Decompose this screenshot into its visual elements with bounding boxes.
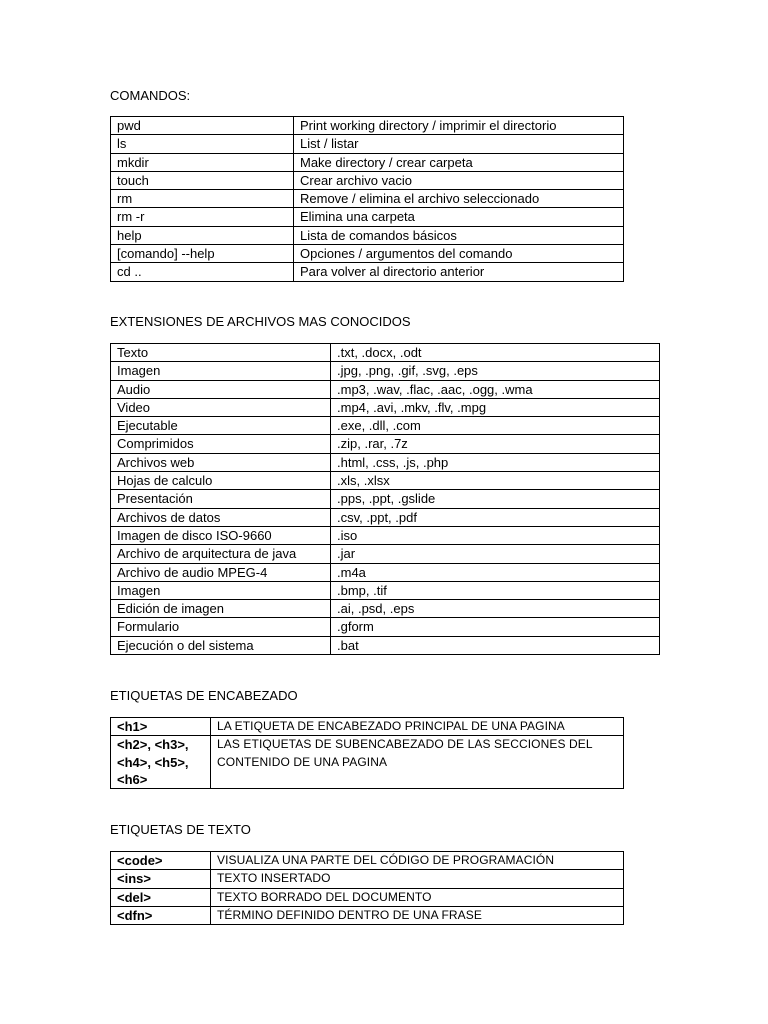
- description-cell: TEXTO BORRADO DEL DOCUMENTO: [211, 888, 624, 906]
- table-row: [111, 153, 624, 171]
- command-cell: mkdir: [111, 153, 294, 171]
- table-row: [111, 490, 660, 508]
- extension-cell: .pps, .ppt, .gslide: [331, 490, 660, 508]
- tag-cell: <code>: [111, 852, 211, 870]
- file-type-cell: Ejecución o del sistema: [111, 636, 331, 654]
- command-cell: ls: [111, 135, 294, 153]
- extension-cell: .m4a: [331, 563, 660, 581]
- command-cell: help: [111, 226, 294, 244]
- file-type-cell: Texto: [111, 344, 331, 362]
- tag-cell: <dfn>: [111, 906, 211, 924]
- extension-cell: .jpg, .png, .gif, .svg, .eps: [331, 362, 660, 380]
- table-row: [111, 245, 624, 263]
- text-tags-table: [110, 851, 624, 925]
- file-type-cell: Comprimidos: [111, 435, 331, 453]
- description-cell: Lista de comandos básicos: [294, 226, 624, 244]
- description-cell: Para volver al directorio anterior: [294, 263, 624, 281]
- table-row: [111, 362, 660, 380]
- extension-cell: .txt, .docx, .odt: [331, 344, 660, 362]
- command-cell: rm: [111, 190, 294, 208]
- description-cell: Elimina una carpeta: [294, 208, 624, 226]
- file-type-cell: Edición de imagen: [111, 600, 331, 618]
- table-row: [111, 600, 660, 618]
- description-cell: TEXTO INSERTADO: [211, 870, 624, 888]
- extension-cell: .csv, .ppt, .pdf: [331, 508, 660, 526]
- text-tags-title: ETIQUETAS DE TEXTO: [110, 822, 251, 837]
- description-cell: Opciones / argumentos del comando: [294, 245, 624, 263]
- command-cell: touch: [111, 171, 294, 189]
- table-row: [111, 718, 624, 736]
- heading-tags-title: ETIQUETAS DE ENCABEZADO: [110, 688, 298, 703]
- command-cell: rm -r: [111, 208, 294, 226]
- tag-cell: <del>: [111, 888, 211, 906]
- table-row: [111, 380, 660, 398]
- table-row: [111, 190, 624, 208]
- description-cell: VISUALIZA UNA PARTE DEL CÓDIGO DE PROGRAMACIÓN: [211, 852, 624, 870]
- extension-cell: .iso: [331, 526, 660, 544]
- table-row: [111, 453, 660, 471]
- description-cell: List / listar: [294, 135, 624, 153]
- tag-cell: <h2>, <h3>, <h4>, <h5>, <h6>: [111, 736, 211, 789]
- description-cell: Remove / elimina el archivo seleccionado: [294, 190, 624, 208]
- file-type-cell: Archivo de arquitectura de java: [111, 545, 331, 563]
- description-cell: LA ETIQUETA DE ENCABEZADO PRINCIPAL DE UNA PAGINA: [211, 718, 624, 736]
- table-row: [111, 618, 660, 636]
- command-cell: cd ..: [111, 263, 294, 281]
- text-tags-table-body: [111, 852, 624, 925]
- file-type-cell: Formulario: [111, 618, 331, 636]
- table-row: [111, 508, 660, 526]
- table-row: [111, 117, 624, 135]
- table-row: [111, 870, 624, 888]
- table-row: [111, 208, 624, 226]
- extension-cell: .gform: [331, 618, 660, 636]
- table-row: [111, 344, 660, 362]
- file-type-cell: Archivos web: [111, 453, 331, 471]
- table-row: [111, 636, 660, 654]
- table-row: [111, 263, 624, 281]
- file-type-cell: Ejecutable: [111, 417, 331, 435]
- file-type-cell: Presentación: [111, 490, 331, 508]
- table-row: [111, 852, 624, 870]
- file-type-cell: Hojas de calculo: [111, 472, 331, 490]
- table-row: [111, 888, 624, 906]
- command-cell: pwd: [111, 117, 294, 135]
- file-type-cell: Archivo de audio MPEG-4: [111, 563, 331, 581]
- table-row: [111, 736, 624, 789]
- table-row: [111, 226, 624, 244]
- description-cell: TÉRMINO DEFINIDO DENTRO DE UNA FRASE: [211, 906, 624, 924]
- extension-cell: .mp4, .avi, .mkv, .flv, .mpg: [331, 398, 660, 416]
- file-type-cell: Imagen: [111, 581, 331, 599]
- table-row: [111, 417, 660, 435]
- table-row: [111, 526, 660, 544]
- file-type-cell: Audio: [111, 380, 331, 398]
- command-cell: [comando] --help: [111, 245, 294, 263]
- table-row: [111, 545, 660, 563]
- extensions-table-body: [111, 344, 660, 655]
- table-row: [111, 398, 660, 416]
- extension-cell: .jar: [331, 545, 660, 563]
- heading-tags-table-body: [111, 718, 624, 789]
- table-row: [111, 135, 624, 153]
- table-row: [111, 435, 660, 453]
- table-row: [111, 581, 660, 599]
- extension-cell: .mp3, .wav, .flac, .aac, .ogg, .wma: [331, 380, 660, 398]
- extension-cell: .zip, .rar, .7z: [331, 435, 660, 453]
- extension-cell: .html, .css, .js, .php: [331, 453, 660, 471]
- table-row: [111, 171, 624, 189]
- extension-cell: .bmp, .tif: [331, 581, 660, 599]
- description-cell: Crear archivo vacio: [294, 171, 624, 189]
- file-type-cell: Imagen de disco ISO-9660: [111, 526, 331, 544]
- extension-cell: .ai, .psd, .eps: [331, 600, 660, 618]
- commands-table: [110, 116, 624, 282]
- commands-title: COMANDOS:: [110, 88, 191, 103]
- tag-cell: <ins>: [111, 870, 211, 888]
- description-cell: LAS ETIQUETAS DE SUBENCABEZADO DE LAS SECCIONES DEL CONTENIDO DE UNA PAGINA: [211, 736, 624, 789]
- extensions-table: [110, 343, 660, 655]
- file-type-cell: Imagen: [111, 362, 331, 380]
- heading-tags-table: [110, 717, 624, 789]
- file-type-cell: Video: [111, 398, 331, 416]
- tag-cell: <h1>: [111, 718, 211, 736]
- extension-cell: .bat: [331, 636, 660, 654]
- table-row: [111, 563, 660, 581]
- file-type-cell: Archivos de datos: [111, 508, 331, 526]
- extension-cell: .exe, .dll, .com: [331, 417, 660, 435]
- table-row: [111, 906, 624, 924]
- extension-cell: .xls, .xlsx: [331, 472, 660, 490]
- table-row: [111, 472, 660, 490]
- commands-table-body: [111, 117, 624, 282]
- extensions-title: EXTENSIONES DE ARCHIVOS MAS CONOCIDOS: [110, 314, 411, 329]
- description-cell: Make directory / crear carpeta: [294, 153, 624, 171]
- description-cell: Print working directory / imprimir el directorio: [294, 117, 624, 135]
